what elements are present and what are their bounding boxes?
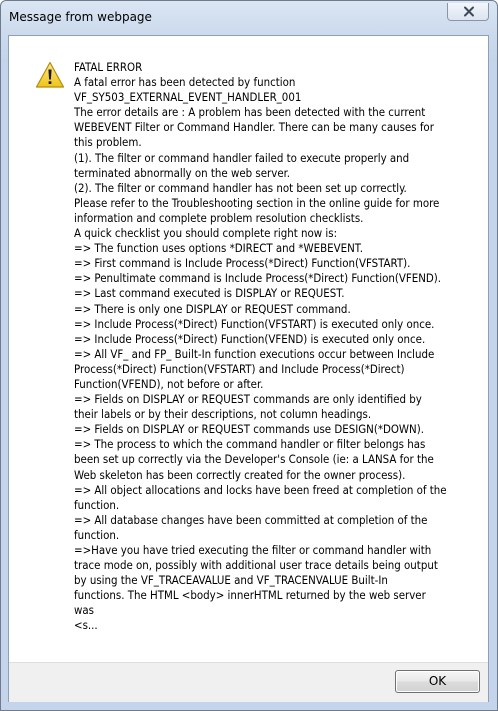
close-icon [463, 6, 475, 17]
message-line: (1). The filter or command handler failed to execute properly and [74, 150, 410, 165]
close-button[interactable] [447, 3, 489, 21]
message-line: A quick checklist you should complete right now is: [74, 226, 338, 241]
message-line: was [74, 603, 95, 618]
message-line: => Include Process(*Direct) Function(VFEND) is executed only once. [74, 331, 426, 346]
message-line: Web skeleton has been correctly created for the owner process). [74, 467, 406, 482]
message-line: => All object allocations and locks have been freed at completion of the [74, 482, 447, 497]
message-line: =>Have you have tried executing the filter or command handler with [74, 543, 432, 557]
ok-button[interactable]: OK [395, 670, 480, 693]
message-line: function. [74, 527, 120, 542]
message-line: Function(VFEND), not before or after. [74, 376, 264, 391]
message-line: Process(*Direct) Function(VFSTART) and Include Process(*Direct) [74, 361, 405, 376]
message-line: => Fields on DISPLAY or REQUEST commands are only identified by [74, 392, 422, 407]
message-line: => Penultimate command is Include Process(*Direct) Function(VFEND). [74, 271, 442, 286]
message-line: => Fields on DISPLAY or REQUEST commands use DESIGN(*DOWN). [74, 422, 424, 437]
message-line: The error details are : A problem has been detected with the current [74, 105, 426, 120]
message-line: FATAL ERROR [74, 60, 143, 74]
message-line: => The process to which the command handler or filter belongs has [74, 437, 426, 452]
message-line: been set up correctly via the Developer's Console (ie: a LANSA for the [74, 452, 434, 467]
message-line: VF_SY503_EXTERNAL_EVENT_HANDLER_001 [74, 90, 302, 105]
message-line: trace mode on, possibly with additional user trace details being output [74, 558, 438, 573]
message-area [9, 36, 488, 662]
message-line: <s... [74, 618, 98, 633]
message-line: information and complete problem resolution checklists. [74, 210, 364, 225]
dialog-client-area [8, 35, 489, 702]
message-line: => All VF_ and FP_ Built-In function executions occur between Include [74, 346, 435, 361]
message-line: A fatal error has been detected by function [74, 75, 296, 90]
message-line: => First command is Include Process(*Direct) Function(VFSTART). [74, 256, 411, 271]
message-line: => The function uses options *DIRECT and *WEBEVENT. [74, 241, 363, 256]
message-line: Please refer to the Troubleshooting section in the online guide for more [74, 195, 440, 210]
message-line: => Last command executed is DISPLAY or REQUEST. [74, 286, 345, 301]
message-line: (2). The filter or command handler has not been set up correctly. [74, 180, 407, 195]
message-line: function. [74, 497, 120, 512]
message-line: => All database changes have been committed at completion of the [74, 512, 428, 527]
button-bar [9, 662, 488, 702]
message-line: functions. The HTML <body> innerHTML returned by the web server [74, 588, 426, 603]
message-line: => Include Process(*Direct) Function(VFSTART) is executed only once. [74, 316, 435, 331]
message-line: by using the VF_TRACEAVALUE and VF_TRACENVALUE Built-In [74, 573, 388, 588]
message-line: this problem. [74, 135, 142, 150]
message-line: terminated abnormally on the web server. [74, 165, 291, 180]
message-line: => There is only one DISPLAY or REQUEST command. [74, 301, 351, 316]
message-line: WEBEVENT Filter or Command Handler. There can be many causes for [74, 120, 434, 135]
message-line: their labels or by their descriptions, not column headings. [74, 407, 372, 422]
title-bar[interactable] [1, 1, 497, 35]
window-title: Message from webpage [9, 10, 152, 24]
warning-icon [35, 61, 65, 89]
error-message [74, 60, 479, 634]
